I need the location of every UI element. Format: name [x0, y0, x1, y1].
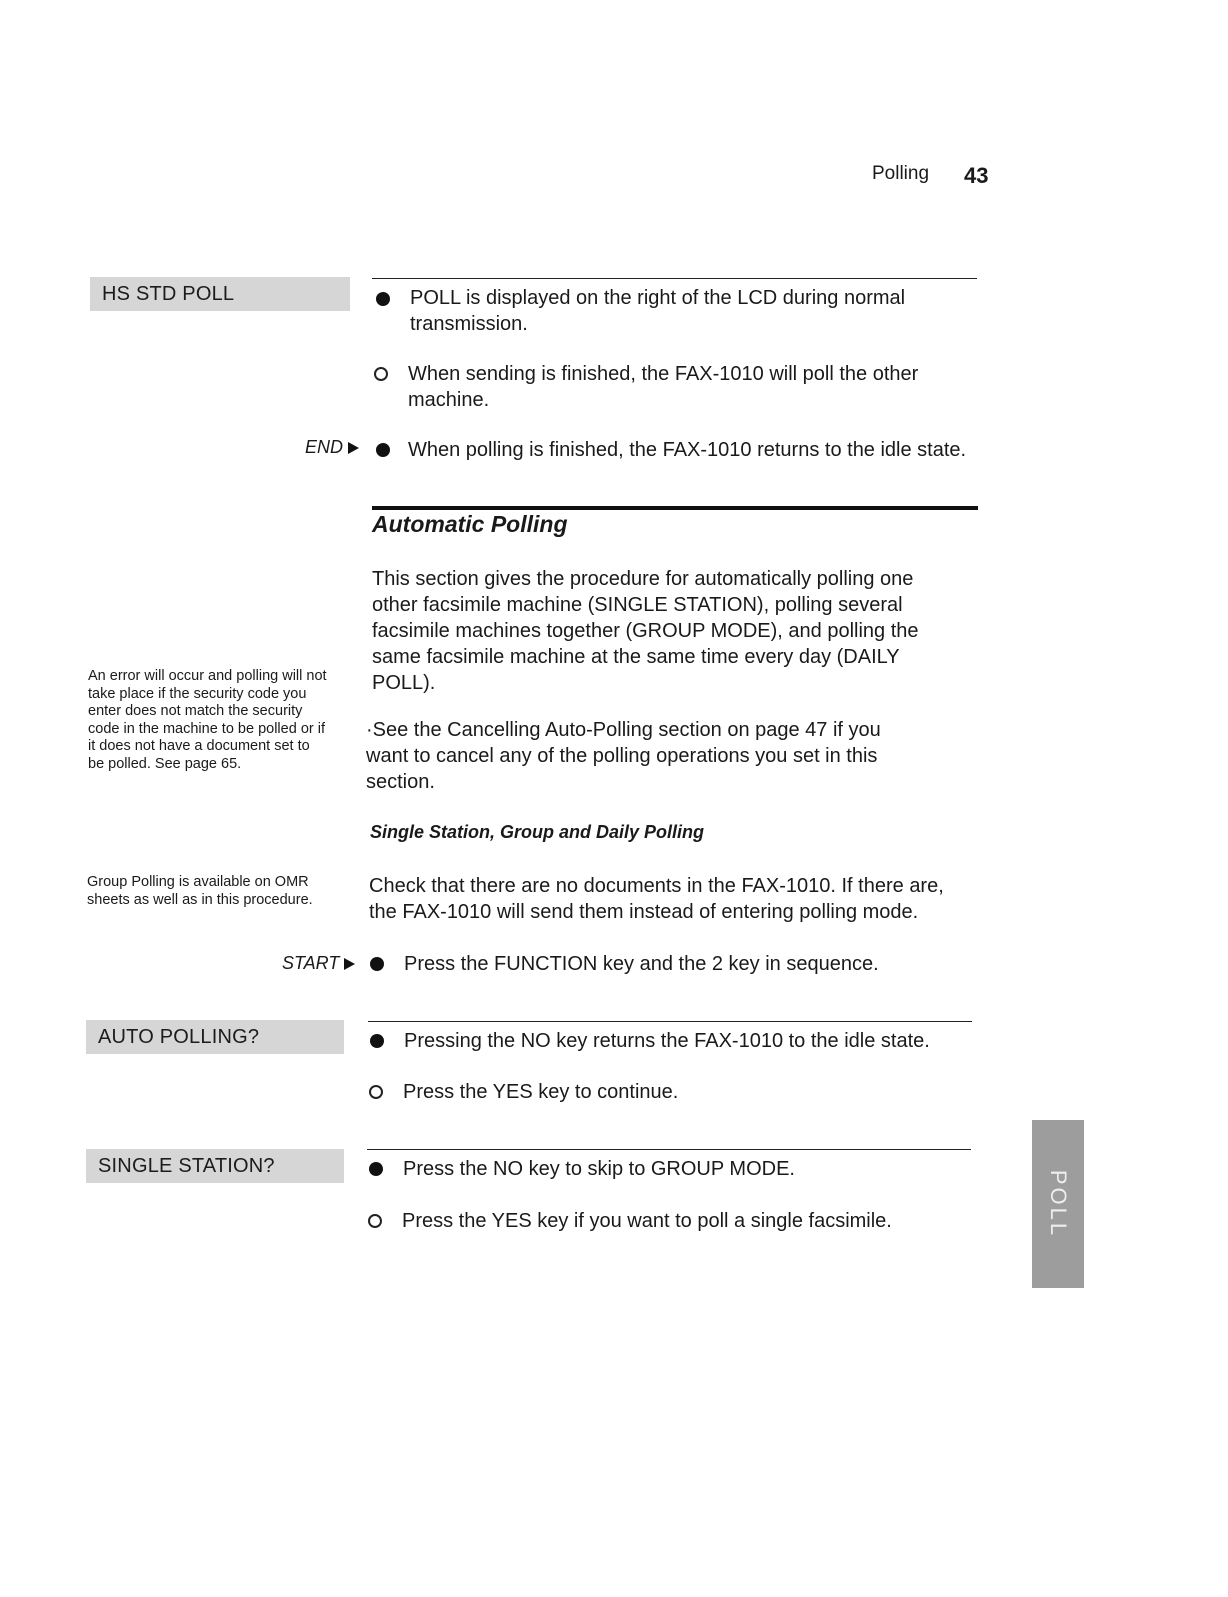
intro-paragraph: This section gives the procedure for automatically polling one other facsimile machine (SINGLE STATION), polling several facsimile machines together (GROUP MODE), and polling the same facsimile machine at the same time every day (DAILY POLL).	[372, 568, 919, 694]
open-bullet-icon	[374, 367, 388, 381]
list-item: POLL is displayed on the right of the LCD during normal transmission.	[410, 287, 906, 335]
lcd-display-single-station: SINGLE STATION?	[86, 1149, 344, 1183]
start-label-text: START	[282, 953, 340, 973]
list-item: Press the YES key to continue.	[403, 1081, 679, 1103]
arrow-right-icon	[344, 958, 355, 970]
divider	[368, 1021, 972, 1022]
list-item: Press the FUNCTION key and the 2 key in sequence.	[404, 953, 879, 975]
subsection-title: Single Station, Group and Daily Polling	[370, 822, 705, 842]
divider	[367, 1149, 971, 1150]
start-step-label	[282, 953, 355, 974]
side-note-group: Group Polling is available on OMR sheets as well as in this procedure.	[87, 874, 313, 908]
filled-bullet-icon	[376, 443, 390, 457]
divider	[372, 278, 977, 279]
list-item: When polling is finished, the FAX-1010 returns to the idle state.	[408, 439, 967, 461]
filled-bullet-icon	[376, 292, 390, 306]
side-note-error: An error will occur and polling will not take place if the security code you enter does not match the security code in the machine to be polled or if it does not have a document set to be polled. See page 65.	[88, 668, 327, 772]
end-step-label	[305, 437, 359, 458]
lcd-display-poll: HS STD POLL	[90, 277, 350, 311]
filled-bullet-icon	[370, 1034, 384, 1048]
list-item: When sending is finished, the FAX-1010 will poll the other machine.	[408, 363, 919, 411]
list-item: Pressing the NO key returns the FAX-1010 to the idle state.	[404, 1030, 930, 1052]
section-divider	[372, 506, 978, 510]
open-bullet-icon	[368, 1214, 382, 1228]
lcd-display-auto-polling: AUTO POLLING?	[86, 1020, 344, 1054]
arrow-right-icon	[348, 442, 359, 454]
check-paragraph: Check that there are no documents in the FAX-1010. If there are, the FAX-1010 will send them instead of entering polling mode.	[369, 875, 944, 923]
list-item: Press the NO key to skip to GROUP MODE.	[403, 1158, 795, 1180]
end-label-text: END	[305, 437, 344, 457]
see-also-paragraph: ·See the Cancelling Auto-Polling section on page 47 if you want to cancel any of the polling operations you set in this section.	[366, 719, 881, 793]
tab-label: POLL	[1046, 1169, 1072, 1239]
filled-bullet-icon	[369, 1162, 383, 1176]
section-title: Automatic Polling	[372, 511, 568, 537]
filled-bullet-icon	[370, 957, 384, 971]
running-header-title: Polling	[872, 163, 930, 184]
page-number: 43	[964, 163, 989, 188]
section-thumb-tab	[1032, 1120, 1084, 1288]
open-bullet-icon	[369, 1085, 383, 1099]
list-item: Press the YES key if you want to poll a single facsimile.	[402, 1210, 892, 1232]
